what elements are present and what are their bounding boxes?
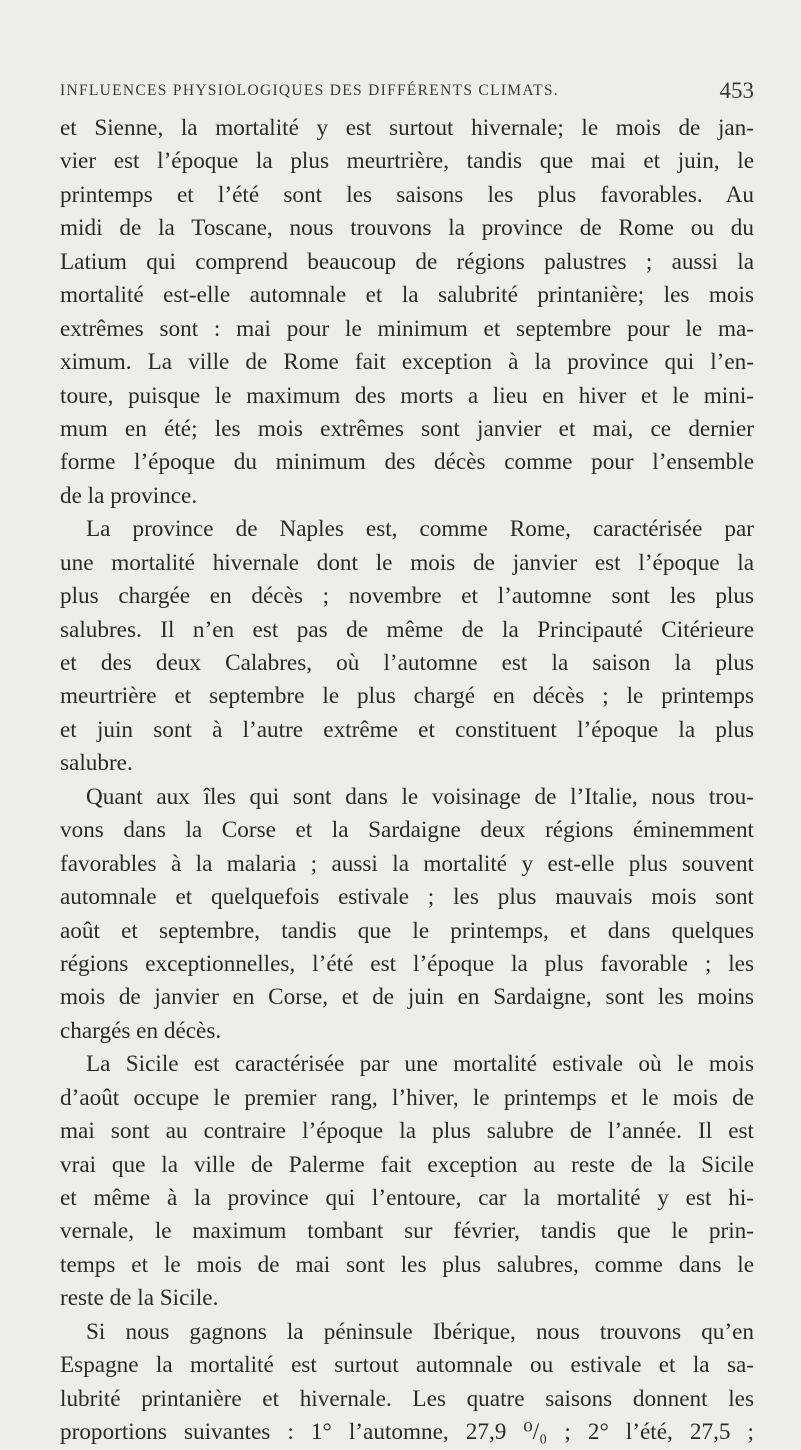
running-head — [60, 78, 754, 108]
text-line: Latium qui comprend beaucoup de régions palustres ; aussi la — [60, 248, 754, 275]
text-line: mortalité est-elle automnale et la salubrité printanière; les mois — [60, 282, 754, 309]
text-line: et juin sont à l’autre extrême et constituent l’époque la plus — [60, 716, 754, 743]
text-line: favorables à la malaria ; aussi la mortalité y est-elle plus souvent — [60, 850, 754, 877]
text-line: plus chargée en décès ; novembre et l’automne sont les plus — [60, 583, 754, 610]
text-line: forme l’époque du minimum des décès comme pour l’ensemble — [60, 449, 754, 476]
text-line: Espagne la mortalité est surtout automnale ou estivale et la sa- — [60, 1352, 754, 1379]
paragraph-end-line: reste de la Sicile. — [60, 1285, 219, 1312]
paragraph-start-line: La province de Naples est, comme Rome, caractérisée par — [86, 516, 754, 543]
paragraph-start-line: Quant aux îles qui sont dans le voisinage de l’Italie, nous trou- — [86, 783, 754, 810]
text-line: toure, puisque le maximum des morts a lieu en hiver et le mini- — [60, 382, 754, 409]
text-line: ximum. La ville de Rome fait exception à la province qui l’en- — [60, 349, 754, 376]
text-line: mai sont au contraire l’époque la plus salubre de l’année. Il est — [60, 1118, 754, 1145]
text-line: meurtrière et septembre le plus chargé en décès ; le printemps — [60, 683, 754, 710]
text-line: vernale, le maximum tombant sur février, tandis que le prin- — [60, 1218, 754, 1245]
text-line: midi de la Toscane, nous trouvons la province de Rome ou du — [60, 215, 754, 242]
text-line: une mortalité hivernale dont le mois de janvier est l’époque la — [60, 549, 754, 576]
text-line: automnale et quelquefois estivale ; les plus mauvais mois sont — [60, 884, 754, 911]
paragraph-end-line: de la province. — [60, 482, 198, 509]
paragraph-start-line: Si nous gagnons la péninsule Ibérique, nous trouvons qu’en — [86, 1318, 754, 1345]
paragraph-end-line: salubre. — [60, 750, 133, 777]
text-line: lubrité printanière et hivernale. Les quatre saisons donnent les — [60, 1385, 754, 1412]
text-line: proportions suivantes : 1° l’automne, 27,9 ⁰/₀ ; 2° l’été, 27,5 ; — [60, 1419, 754, 1446]
text-line: vrai que la ville de Palerme fait exception au reste de la Sicile — [60, 1151, 754, 1178]
paragraph-end-line: chargés en décès. — [60, 1017, 222, 1044]
text-body — [60, 112, 754, 1450]
text-line: régions exceptionnelles, l’été est l’époque la plus favorable ; les — [60, 950, 754, 977]
text-line: vons dans la Corse et la Sardaigne deux régions éminemment — [60, 817, 754, 844]
page-number: 453 — [719, 78, 754, 103]
text-line: et même à la province qui l’entoure, car la mortalité y est hi- — [60, 1185, 754, 1211]
text-line: août et septembre, tandis que le printemps, et dans quelques — [60, 917, 754, 944]
text-line: et des deux Calabres, où l’automne est la saison la plus — [60, 650, 754, 676]
text-line: d’août occupe le premier rang, l’hiver, le printemps et le mois de — [60, 1084, 754, 1111]
text-line: vier est l’époque la plus meurtrière, tandis que mai et juin, le — [60, 148, 754, 175]
running-title: INFLUENCES PHYSIOLOGIQUES DES DIFFÉRENTS CLIMATS. — [60, 82, 560, 99]
text-line: extrêmes sont : mai pour le minimum et septembre pour le ma- — [60, 315, 754, 342]
paragraph-start-line: La Sicile est caractérisée par une mortalité estivale où le mois — [86, 1051, 754, 1078]
text-line: temps et le mois de mai sont les plus salubres, comme dans le — [60, 1251, 754, 1278]
text-line: mum en été; les mois extrêmes sont janvier et mai, ce dernier — [60, 415, 754, 442]
text-line: mois de janvier en Corse, et de juin en Sardaigne, sont les moins — [60, 984, 754, 1011]
text-line: salubres. Il n’en est pas de même de la Principauté Citérieure — [60, 616, 754, 643]
text-line: printemps et l’été sont les saisons les plus favorables. Au — [60, 181, 754, 208]
text-line: et Sienne, la mortalité y est surtout hivernale; le mois de jan- — [60, 115, 754, 141]
